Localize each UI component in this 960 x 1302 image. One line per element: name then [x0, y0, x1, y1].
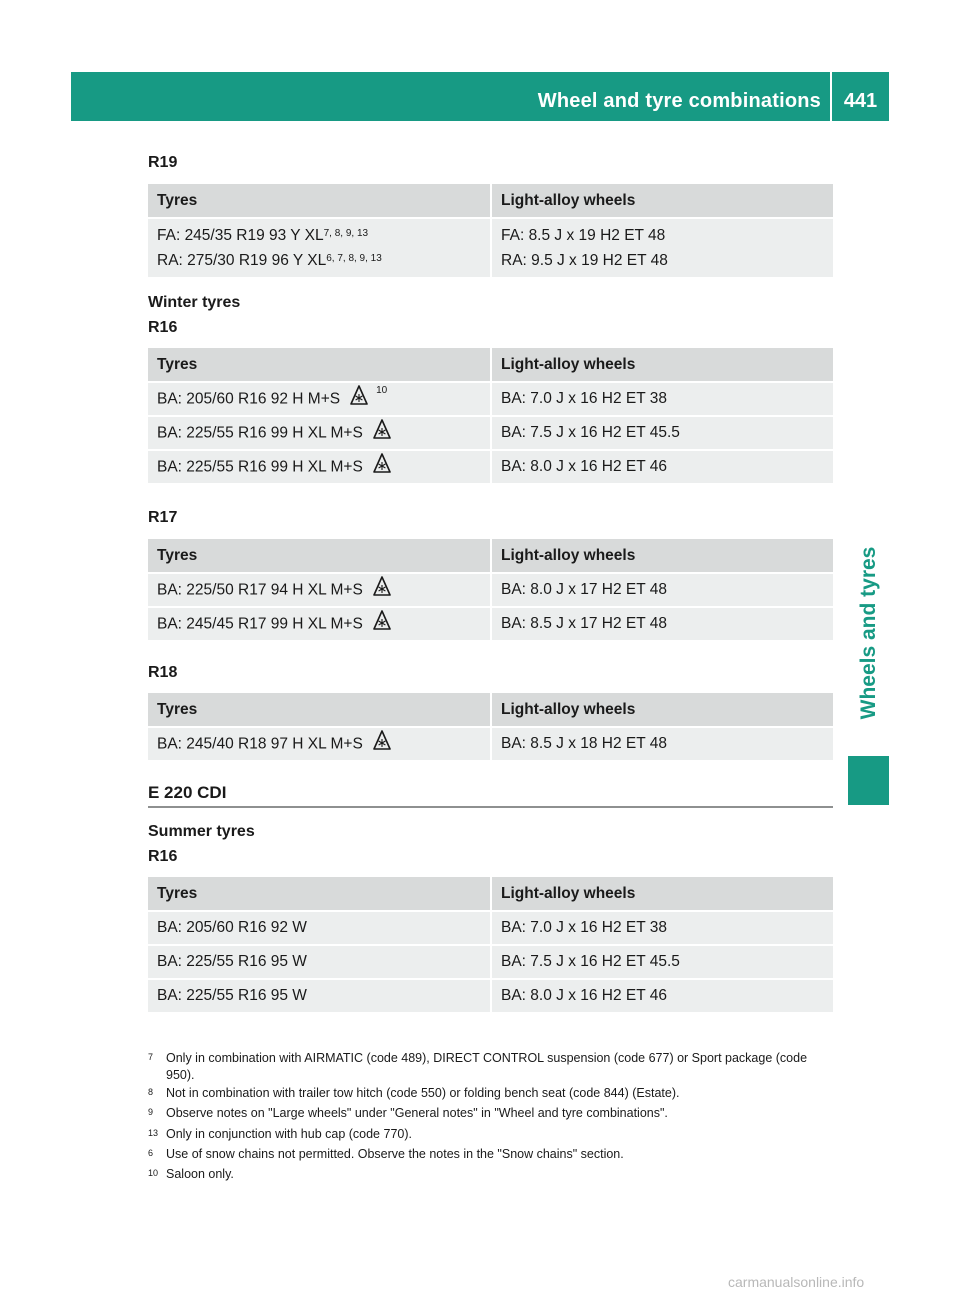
- footnote: [148, 1166, 838, 1183]
- wheel-cell: BA: 7.5 J x 16 H2 ET 45.5: [491, 945, 833, 979]
- footnote-text: Saloon only.: [166, 1167, 234, 1181]
- footnote-text: Observe notes on "Large wheels" under "General notes" in "Wheel and tyre combinations".: [166, 1106, 668, 1120]
- footnote-mark: 13: [148, 1128, 159, 1138]
- col-tyres: Tyres: [148, 539, 491, 573]
- table-header-row: [148, 539, 833, 573]
- winter-r16-label: R16: [148, 319, 178, 336]
- table-row: [148, 911, 833, 945]
- tyre-cell: BA: 225/55 R16 95 W: [148, 945, 491, 979]
- side-tab: [848, 516, 889, 750]
- footnote-text: Only in combination with AIRMATIC (code 489), DIRECT CONTROL suspension (code 677) or Sport package (code 950).: [166, 1051, 808, 1082]
- col-tyres: Tyres: [148, 348, 491, 382]
- header-title: Wheel and tyre combinations: [537, 90, 821, 112]
- wheel-cell: BA: 7.5 J x 16 H2 ET 45.5: [491, 416, 833, 450]
- wheel-cell: BA: 8.0 J x 16 H2 ET 46: [491, 450, 833, 483]
- snowflake-mountain-icon: [373, 576, 391, 601]
- winter-tyres-label: Winter tyres: [148, 294, 241, 311]
- snowflake-mountain-icon: [373, 453, 391, 478]
- wheel-cell: BA: 8.0 J x 17 H2 ET 48: [491, 573, 833, 607]
- table-row: [148, 607, 833, 640]
- wheel-cell: BA: 7.0 J x 16 H2 ET 38: [491, 382, 833, 416]
- section-divider: [148, 806, 833, 808]
- snowflake-mountain-icon: [373, 610, 391, 635]
- tyre-cell: BA: 245/45 R17 99 H XL M+S: [148, 607, 491, 640]
- table-header-row: [148, 184, 833, 218]
- table-row: [148, 573, 833, 607]
- tyre-cell: FA: 245/35 R19 93 Y XL$^{7, 8, 9, 13}$ RA: 275/30 R19 96 Y XL$^{6, 7, 8, 9, 13}$: [148, 218, 491, 277]
- r18-table: [148, 693, 833, 760]
- page-number: 441: [843, 90, 878, 112]
- r19-label: R19: [148, 154, 178, 171]
- side-tab-label: Wheels and tyres: [856, 546, 880, 720]
- tyre-cell: BA: 245/40 R18 97 H XL M+S: [148, 727, 491, 760]
- r18-label: R18: [148, 664, 178, 681]
- col-tyres: Tyres: [148, 877, 491, 911]
- table-header-row: [148, 877, 833, 911]
- footnote-mark: 8: [148, 1087, 154, 1097]
- footnote-mark: 10: [148, 1168, 159, 1178]
- winter-r16-table: [148, 348, 833, 483]
- col-wheels: Light-alloy wheels: [491, 693, 833, 727]
- wheel-cell: BA: 8.0 J x 16 H2 ET 46: [491, 979, 833, 1012]
- r17-table: [148, 539, 833, 640]
- footnote-mark: 7: [148, 1052, 154, 1062]
- snowflake-mountain-icon: [350, 385, 368, 410]
- tyre-cell: BA: 225/50 R17 94 H XL M+S: [148, 573, 491, 607]
- col-wheels: Light-alloy wheels: [491, 184, 833, 218]
- r17-label: R17: [148, 509, 178, 526]
- watermark: carmanualsonline.info: [728, 1274, 865, 1290]
- footnote: [148, 1126, 838, 1143]
- tyre-cell: BA: 225/55 R16 95 W: [148, 979, 491, 1012]
- table-row: [148, 727, 833, 760]
- summer-r16-label: R16: [148, 848, 178, 865]
- col-tyres: Tyres: [148, 693, 491, 727]
- wheel-cell: BA: 8.5 J x 17 H2 ET 48: [491, 607, 833, 640]
- table-header-row: [148, 348, 833, 382]
- wheel-cell: BA: 7.0 J x 16 H2 ET 38: [491, 911, 833, 945]
- footnote-text: Only in conjunction with hub cap (code 770).: [166, 1127, 412, 1141]
- table-row: [148, 945, 833, 979]
- tyre-cell: BA: 225/55 R16 99 H XL M+S: [148, 416, 491, 450]
- table-row: [148, 979, 833, 1012]
- summer-r16-table: [148, 877, 833, 1012]
- side-tab-marker: [848, 756, 889, 805]
- wheel-cell: BA: 8.5 J x 18 H2 ET 48: [491, 727, 833, 760]
- footnote: [148, 1085, 838, 1102]
- header-bar: [71, 72, 889, 121]
- tyre-cell: BA: 205/60 R16 92 H $M+S^{10}$: [148, 382, 491, 416]
- table-row: [148, 450, 833, 483]
- tyre-cell: BA: 225/55 R16 99 H XL M+S: [148, 450, 491, 483]
- wheel-cell: FA: 8.5 J x 19 H2 ET 48 RA: 9.5 J x 19 H2 ET 48: [491, 218, 833, 277]
- r19-table: [148, 184, 833, 277]
- footnote-mark: 6: [148, 1148, 154, 1158]
- footnote: [148, 1050, 838, 1084]
- snowflake-mountain-icon: [373, 419, 391, 444]
- summer-tyres-label: Summer tyres: [148, 823, 255, 840]
- footnote-mark: 9: [148, 1107, 154, 1117]
- footnote-text: Use of snow chains not permitted. Observe the notes in the "Snow chains" section.: [166, 1147, 624, 1161]
- col-wheels: Light-alloy wheels: [491, 877, 833, 911]
- col-wheels: Light-alloy wheels: [491, 348, 833, 382]
- col-tyres: Tyres: [148, 184, 491, 218]
- table-row: [148, 416, 833, 450]
- table-row: [148, 218, 833, 277]
- snowflake-mountain-icon: [373, 730, 391, 755]
- footnote-text: Not in combination with trailer tow hitch (code 550) or folding bench seat (code 844) (Estate).: [166, 1086, 680, 1100]
- tyre-cell: BA: 205/60 R16 92 W: [148, 911, 491, 945]
- section-title: E 220 CDI: [148, 783, 227, 802]
- col-wheels: Light-alloy wheels: [491, 539, 833, 573]
- table-row: [148, 382, 833, 416]
- table-header-row: [148, 693, 833, 727]
- footnote: [148, 1105, 838, 1122]
- footnote: [148, 1146, 838, 1163]
